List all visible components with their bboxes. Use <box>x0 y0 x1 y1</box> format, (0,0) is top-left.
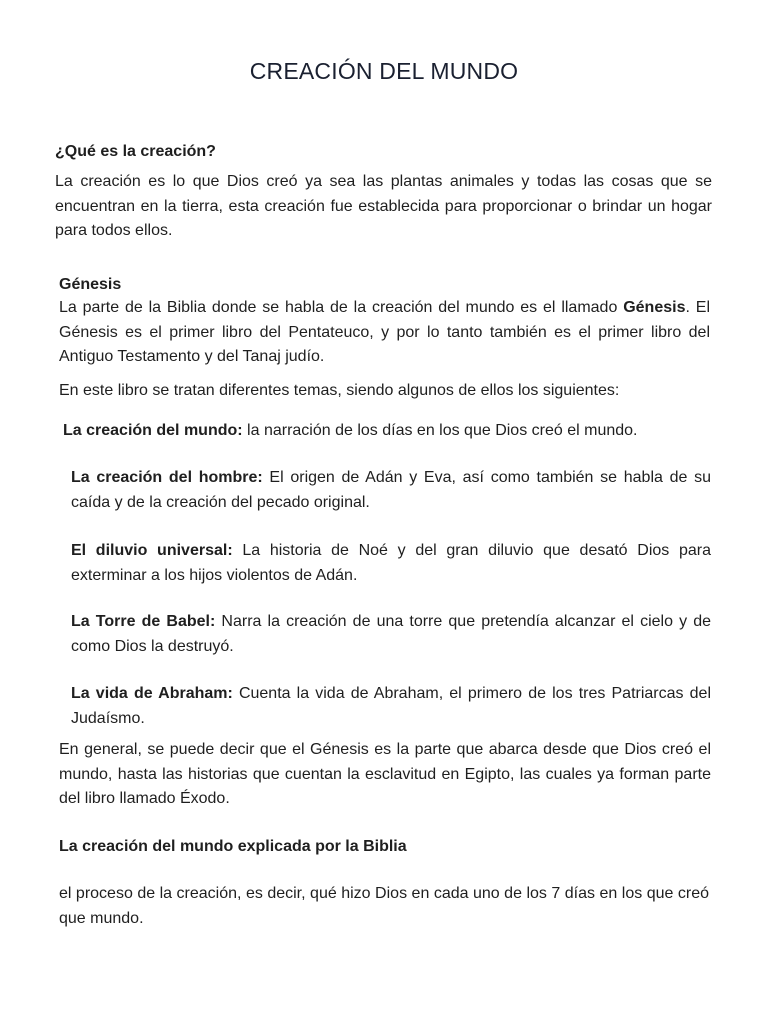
topic-text: La historia de Noé y del gran diluvio que desató Dios para exterminar a los hijos violentos de Adán. <box>71 542 711 584</box>
topic-item <box>71 610 711 659</box>
biblia-heading: La creación del mundo explicada por la Biblia <box>59 838 407 855</box>
intro-paragraph: La creación es lo que Dios creó ya sea las plantas animales y todas las cosas que se encuentran en la tierra, esta creación fue establecida para proporcionar o brindar un hogar para todos ellos. <box>55 173 712 239</box>
genesis-bold-word: Génesis <box>623 299 686 316</box>
topic-label: La vida de Abraham: <box>71 685 233 702</box>
topic-text: Narra la creación de una torre que pretendía alcanzar el cielo y de como Dios la destruyó. <box>71 613 711 655</box>
general-paragraph: En general, se puede decir que el Génesis es la parte que abarca desde que Dios creó el mundo, hasta las historias que cuentan la esclavitud en Egipto, las cuales ya forman parte del libro llamado Éxodo. <box>59 741 711 807</box>
biblia-paragraph: el proceso de la creación, es decir, qué hizo Dios en cada uno de los 7 días en los que creó que mundo. <box>59 885 709 927</box>
topic-item <box>71 539 711 588</box>
topic-item <box>71 466 711 515</box>
topic-item <box>71 682 711 731</box>
topics-intro: En este libro se tratan diferentes temas, siendo algunos de ellos los siguientes: <box>59 382 620 399</box>
topic-label: La creación del mundo: <box>63 422 243 439</box>
genesis-paragraph <box>59 296 710 370</box>
topic-label: El diluvio universal: <box>71 542 233 559</box>
topic-label: La creación del hombre: <box>71 469 263 486</box>
topic-item <box>63 419 713 444</box>
question-heading: ¿Qué es la creación? <box>55 143 216 160</box>
genesis-text-after: . El Génesis es el primer libro del Pentateuco, y por lo tanto también es el primer libro del Antiguo Testamento y del Tanaj judío. <box>59 299 710 365</box>
topic-text: El origen de Adán y Eva, así como también se habla de su caída y de la creación del pecado original. <box>71 469 712 511</box>
topic-text: Cuenta la vida de Abraham, el primero de los tres Patriarcas del Judaísmo. <box>71 685 711 727</box>
genesis-heading: Génesis <box>59 276 122 293</box>
genesis-text-before: La parte de la Biblia donde se habla de la creación del mundo es el llamado <box>59 299 624 316</box>
topic-text: la narración de los días en los que Dios creó el mundo. <box>242 422 638 439</box>
page-title: CREACIÓN DEL MUNDO <box>249 58 519 84</box>
topic-label: La Torre de Babel: <box>71 613 216 630</box>
